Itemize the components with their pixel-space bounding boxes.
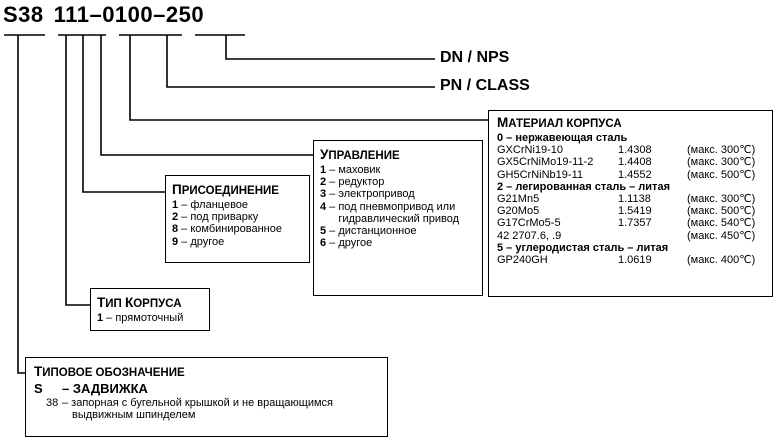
type-desc-box — [25, 357, 388, 437]
material-number: 1.4308 — [618, 144, 652, 157]
connection-box — [165, 175, 310, 263]
material-row — [497, 193, 772, 205]
leader-material — [130, 35, 490, 120]
connection-item-number: 9 — [172, 235, 179, 248]
code-dash-1: – — [89, 2, 103, 27]
connection-title: ПРИСОЕДИНЕНИЕ — [172, 182, 279, 197]
control-item-text: – электропривод — [326, 188, 415, 201]
material-grade: GXCrNi19-10 — [497, 144, 564, 157]
connection-item-text: – фланцевое — [178, 199, 249, 211]
material-max-temp: (макс. 500℃) — [687, 205, 756, 218]
connection-item-text: – комбинированное — [178, 223, 282, 236]
material-grade: 42 2707.6, .9 — [497, 229, 562, 242]
connection-item-number: 2 — [172, 211, 179, 224]
material-box — [488, 110, 773, 297]
type-desc-38-label: 38 — [46, 397, 59, 409]
material-max-temp: (макс. 300℃) — [687, 192, 756, 205]
material-row — [497, 205, 772, 217]
control-item-number: 5 — [320, 225, 327, 238]
connection-item-number: 1 — [172, 199, 179, 211]
control-item-number: 4 — [320, 200, 327, 213]
connection-item — [172, 199, 309, 211]
material-max-temp: (макс. 300℃) — [687, 144, 756, 157]
material-grade: G21Mn5 — [497, 192, 540, 205]
material-groups — [497, 132, 772, 266]
connection-item-number: 8 — [172, 223, 179, 236]
code-dn: 250 — [165, 2, 205, 27]
control-item-text: – редуктор — [326, 176, 385, 189]
material-number: 1.5419 — [618, 205, 652, 218]
body-type-title: ТИП КОРПУСА — [97, 295, 182, 310]
type-desc-s-label: S — [34, 381, 43, 396]
material-row — [497, 230, 772, 242]
material-row — [497, 144, 772, 156]
body-type-items — [97, 312, 209, 324]
material-grade: GX5CrNiMo19-11-2 — [497, 156, 594, 169]
control-box — [313, 140, 483, 296]
connection-item — [172, 223, 309, 235]
control-item — [320, 201, 482, 213]
material-max-temp: (макс. 540℃) — [687, 217, 756, 230]
control-item — [320, 237, 482, 249]
control-item-text: – другое — [326, 237, 373, 250]
material-row — [497, 217, 772, 229]
material-max-temp: (макс. 450℃) — [687, 229, 756, 242]
material-group-heading: 2 – легированная сталь – литая — [497, 180, 670, 193]
code-dash-2: – — [153, 2, 166, 27]
control-items — [320, 164, 482, 249]
material-grade: G20Mo5 — [497, 205, 540, 218]
material-number: 1.1138 — [618, 192, 651, 205]
leader-dn — [226, 35, 435, 59]
material-max-temp: (макс. 500℃) — [687, 168, 756, 181]
material-title: МАТЕРИАЛ КОРПУСА — [497, 115, 622, 130]
type-desc-38-text: – запорная с бугельной крышкой и не вращающимся — [62, 397, 333, 409]
control-item-text: гидравлический привод — [320, 212, 460, 225]
material-row — [497, 156, 772, 168]
control-title: УПРАВЛЕНИЕ — [320, 147, 400, 162]
control-item — [320, 213, 482, 225]
material-max-temp: (макс. 400℃) — [687, 253, 756, 266]
control-item — [320, 225, 482, 237]
code-body: 111 — [53, 2, 90, 27]
control-item-number: 1 — [320, 164, 327, 176]
material-number: 1.4552 — [618, 168, 652, 181]
control-item — [320, 164, 482, 176]
material-grade: GH5CrNiNb19-11 — [497, 168, 583, 181]
body-type-box — [90, 288, 210, 331]
material-grade: G17CrMo5-5 — [497, 217, 561, 230]
material-max-temp: (макс. 300℃) — [687, 156, 756, 169]
control-item-number: 2 — [320, 176, 327, 189]
leader-type-desc — [18, 35, 25, 373]
type-desc-s-text: – ЗАДВИЖКА — [62, 381, 148, 396]
body-type-item-number: 1 — [97, 312, 104, 324]
control-item-text: – дистанционное — [326, 225, 417, 238]
leader-pn — [167, 35, 435, 87]
material-row — [497, 254, 772, 266]
control-item — [320, 176, 482, 188]
material-number: 1.0619 — [618, 253, 652, 266]
type-desc-38-row — [34, 397, 387, 409]
material-grade: GP240GH — [497, 253, 548, 266]
code-material: 0100 — [102, 2, 154, 27]
control-item-number: 3 — [320, 188, 327, 201]
type-desc-s-row — [34, 381, 387, 397]
type-desc-38-text-2: выдвижным шпинделем — [72, 409, 196, 422]
material-row — [497, 169, 772, 181]
code-series: S38 — [3, 2, 44, 27]
connection-item-text: – другое — [178, 235, 225, 248]
body-type-item — [97, 312, 209, 324]
designation-code — [3, 2, 204, 28]
leader-connection — [83, 35, 165, 192]
control-item-number: 6 — [320, 237, 327, 250]
control-item-text: – маховик — [326, 164, 381, 176]
connection-item-text: – под приварку — [178, 211, 259, 224]
leader-control — [101, 35, 315, 155]
material-number: 1.4408 — [618, 156, 652, 169]
type-desc-38-row-2 — [34, 409, 387, 421]
dn-nps-label: DN / NPS — [440, 49, 510, 66]
control-item — [320, 188, 482, 200]
connection-item — [172, 211, 309, 223]
control-item-text: – под пневмопривод или — [326, 200, 456, 213]
body-type-item-text: – прямоточный — [103, 312, 184, 324]
connection-item — [172, 236, 309, 248]
material-group-heading: 0 – нержавеющая сталь — [497, 132, 628, 144]
material-number: 1.7357 — [618, 217, 652, 230]
material-group-heading: 5 – углеродистая сталь – литая — [497, 241, 669, 254]
type-desc-title: ТИПОВОЕ ОБОЗНАЧЕНИЕ — [34, 364, 185, 379]
connection-items — [172, 199, 309, 248]
leader-body-type — [66, 35, 90, 305]
pn-class-label: PN / CLASS — [440, 77, 530, 94]
